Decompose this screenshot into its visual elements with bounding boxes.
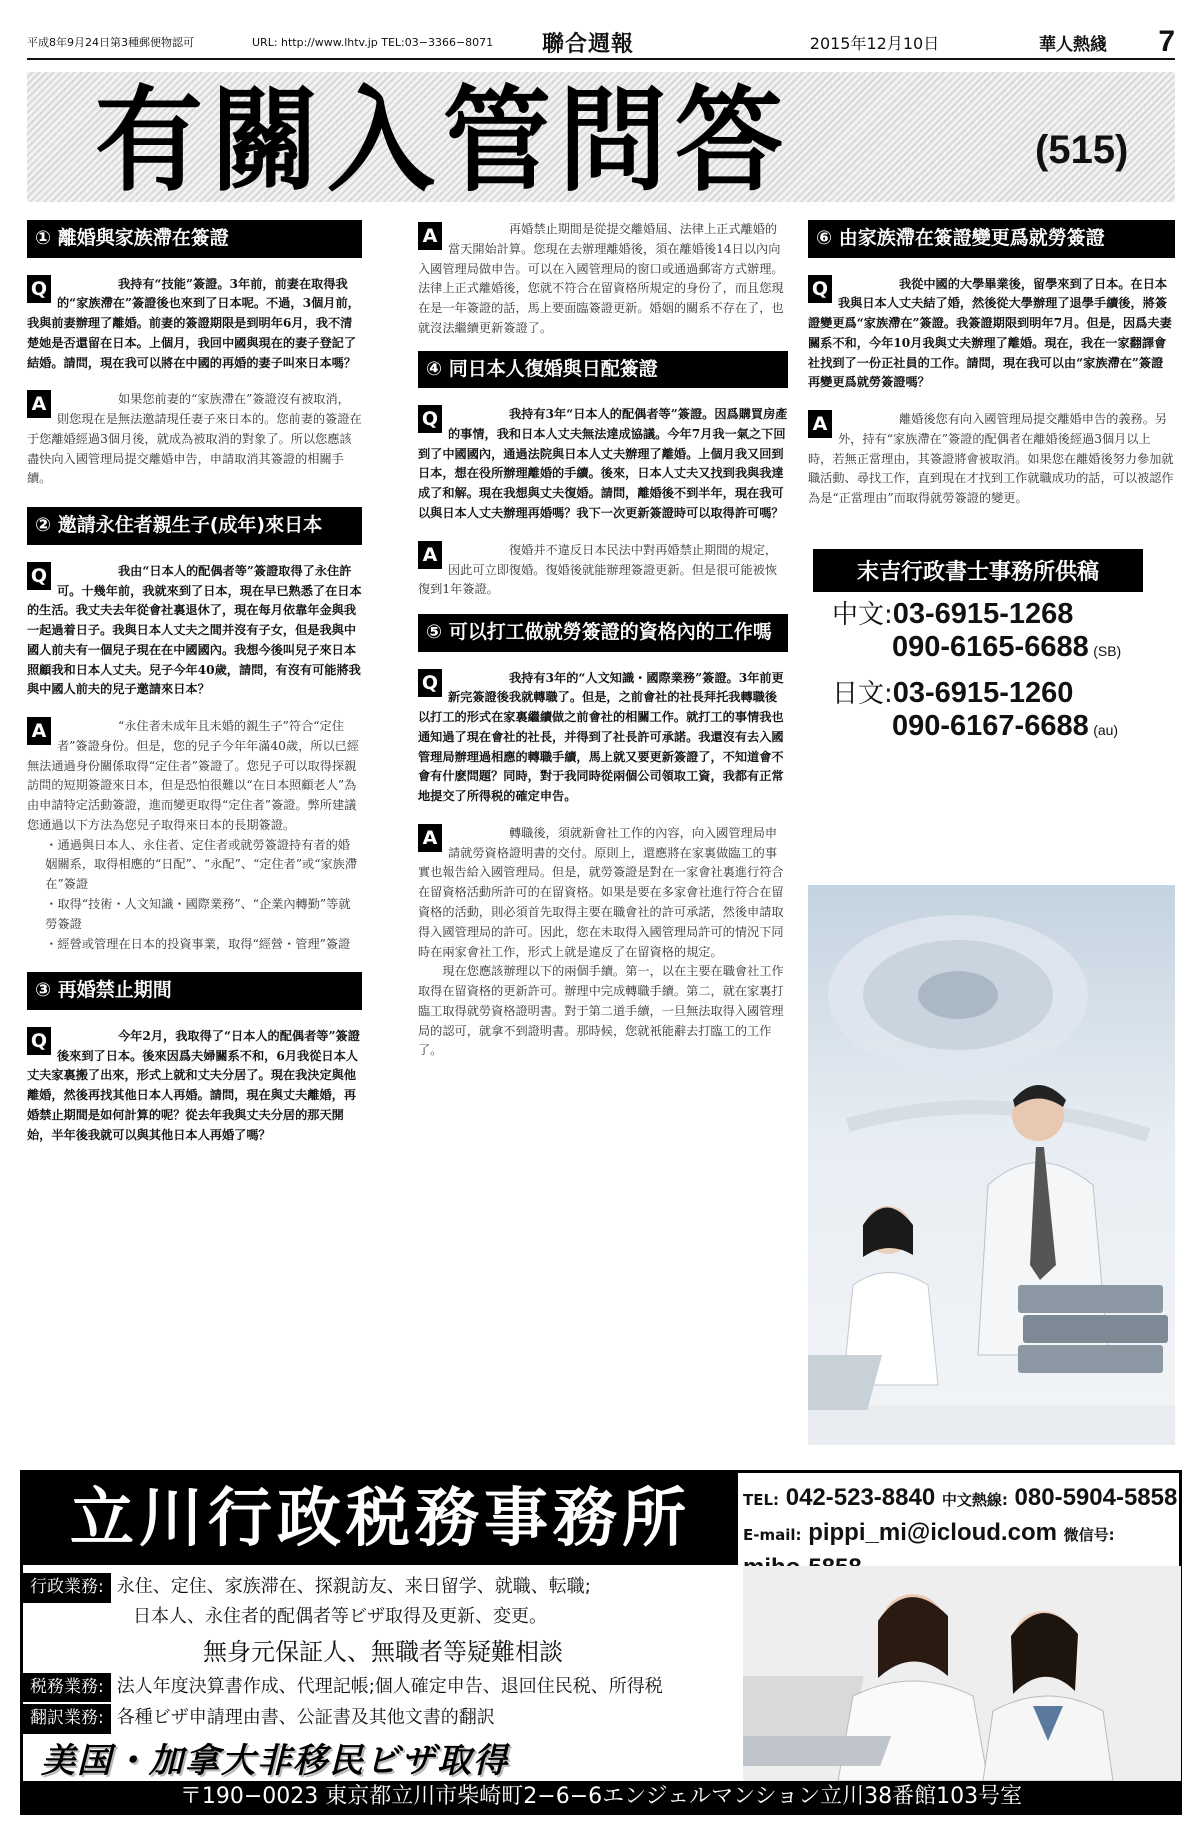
section-heading-3: ③ 再婚禁止期間	[27, 972, 362, 1010]
tax-text: 法人年度決算書作成、代理記帳;個人確定申告、退回住民税、所得税	[116, 1675, 663, 1697]
column-2	[418, 220, 788, 1061]
ad-email: pippi_mi@icloud.com	[808, 1518, 1057, 1546]
page-title: 有關入管問答	[95, 75, 792, 208]
question-text: 我由“日本人的配偶者等”簽證取得了永住許可。十幾年前，我就來到了日本，現在早已熟悉了在日本的生活。我丈夫去年從會社裏退休了，現在每月依靠年金與我一起過着日子。我與日本人丈夫之間并沒有子女，但是我與中國人前夫有一個兒子現在在中國國內。我想今後叫兒子來日本照顧我和日本人丈夫。兒子今年40歲，請問，有沒有可能將我與中國人前夫的兒子邀請來日本？	[27, 563, 362, 697]
japanese-phone-1: 03-6915-1260	[892, 676, 1074, 709]
answer-text: 再婚禁止期間是從提交離婚屆、法律上正式離婚的當天開始計算。您現在去辦理離婚後，須在離婚後14日以內向入國管理局做申告。可以在入國管理局的窗口或通過郵寄方式辦理。法律上正式離婚後，您就不符合在留資格所規定的身份了，而且您現在是一年簽證的話，馬上要面臨簽證更新。婚姻的關系不存在了，也就沒法繼續更新簽證了。	[418, 222, 784, 335]
a-mark-icon: A	[27, 717, 51, 745]
tax-services-row	[23, 1673, 743, 1703]
answer-text-continued: 現在您應該辦理以下的兩個手續。第一，以在主要在職會社工作取得在留資格的更新許可。辦理中完成轉職手續。第二，就在家裏打臨工取得就勞資格證明書。對于第二道手續，一旦無法取得入國管理局的認可，就拿不到證明書。那時候，您就衹能辭去打臨工的工作了。	[418, 964, 784, 1058]
question-text: 我持有3年“日本人的配偶者等”簽證。因爲購買房產的事情，我和日本人丈夫無法達成協議。今年7月我一氣之下回到了中國國內，通過法院與日本人丈夫辦理了離婚。上個月我又回到日本，想在役所辦理離婚的手續。後來，日本人丈夫又找到我與我達成了和解。現在我想與丈夫復婚。請問，離婚後不到半年，現在我可以與日本人丈夫辦理再婚嗎？我下一次更新簽證時可以取得許可嗎？	[418, 407, 788, 520]
answer-1	[27, 373, 362, 489]
question-5	[418, 652, 788, 807]
translation-services-row	[23, 1704, 743, 1734]
office-advertisement	[20, 1470, 1182, 1815]
bullet-item: ・取得“技術・人文知識・國際業務”、“企業內轉勤”等就勞簽證	[45, 897, 351, 931]
wechat-label: 微信号:	[1063, 1525, 1115, 1544]
admin-tag: 行政業務:	[23, 1573, 111, 1603]
ad-photo	[743, 1566, 1181, 1781]
page-number: 7	[1158, 25, 1175, 58]
office-photo	[808, 885, 1175, 1445]
issue-date: 2015年12月10日	[809, 33, 940, 53]
tel-label: TEL:	[743, 1491, 780, 1509]
question-text: 我持有“技能”簽證。3年前，前妻在取得我的“家族滯在”簽證後也來到了日本呢。不過，3個月前，我與前妻辦理了離婚。前妻的簽證期限是到明年6月，我不清楚她是否還留在日本。上個月，我回中國與現在的妻子登記了結婚。請問，現在我可以將在中國的再婚的妻子叫來日本嗎？	[27, 276, 360, 370]
column-3	[808, 220, 1175, 743]
ad-visa-line: 美国・加拿大非移民ビザ取得	[41, 1741, 509, 1781]
ad-tel: 042-523-8840	[785, 1484, 936, 1511]
ad-center-line: 無身元保証人、無職者等疑難相談	[203, 1637, 563, 1666]
chinese-phone-line	[832, 598, 1175, 631]
question-3	[27, 1010, 362, 1146]
question-text: 我從中國的大學畢業後，留學來到了日本。在日本我與日本人丈夫結了婚，然後從大學辦理了退學手續後，將簽證變更爲“家族滯在”簽證。我簽證期限到明年7月。但是，因爲夫妻關系不和，今年10月我與丈夫辦理了離婚。現在，我在一家翻譯會社找到了一份正社員的工作。請問，現在我可以由“家族滯在”簽證再變更爲就勞簽證嗎？	[808, 276, 1172, 390]
answer-2	[27, 700, 362, 954]
section-heading-4: ④ 同日本人復婚與日配簽證	[418, 351, 788, 389]
contact-box	[808, 549, 1175, 743]
q-mark-icon: Q	[418, 405, 442, 433]
q-mark-icon: Q	[27, 1027, 51, 1055]
answer-text: 離婚後您有向入國管理局提交離婚申告的義務。另外，持有“家族滯在”簽證的配偶者在離婚後經過3個月以上時，若無正當理由，其簽證將會被取消。如果您在離婚後努力參加就職活動、尋找工作，直到現在才找到工作就職成功的話，可以被認作為是“正當理由”而取得就勞簽證的變更。	[808, 412, 1174, 506]
answer-text: “永住者未成年且未婚的親生子”符合“定住者”簽證身份。但是，您的兒子今年年滿40歲，所以已經無法通過身份關係取得“定住者”簽證了。您兒子可以取得探親訪問的短期簽證來日本，但是恐怕很難以“在日本照顧老人”為由申請特定活動簽證，進而變更取得“定住者”簽證。弊所建議您通過以下方法為您兒子取得來日本的長期簽證。	[27, 719, 360, 832]
paper-name: 聯合週報	[542, 31, 635, 57]
answer-3	[418, 220, 788, 339]
bullet-item: ・通過與日本人、永住者、定住者或就勞簽證持有者的婚姻關系，取得相應的“日配”、“永配”、“定住者”或“家族滯在”簽證	[45, 837, 358, 892]
q-mark-icon: Q	[27, 562, 51, 590]
a-mark-icon: A	[418, 824, 442, 852]
email-label: E-mail:	[743, 1525, 802, 1544]
japanese-phone-2: 090-6167-6688	[892, 710, 1089, 742]
answer-4	[418, 524, 788, 600]
answer-text: 如果您前妻的“家族滯在”簽證沒有被取消，則您現在是無法邀請現任妻子來日本的。您前妻的簽證在于您離婚經過3個月後，就成為被取消的對象了。所以您應該盡快向入國管理局提交離婚申告，申請取消其簽證的相關手續。	[27, 392, 362, 486]
a-mark-icon: A	[27, 390, 51, 418]
cn-line-label: 中文熱線:	[941, 1491, 1008, 1509]
contact-heading: 末吉行政書士事務所供稿	[813, 549, 1143, 592]
column-1	[27, 220, 362, 1145]
chinese-label: 中文:	[832, 599, 893, 630]
japanese-phone-line	[832, 677, 1175, 710]
chinese-phone-1: 03-6915-1268	[892, 597, 1074, 630]
carrier-au: (au)	[1093, 722, 1119, 738]
answer-text: 轉職後，須就新會社工作的內容，向入國管理局申請就勞資格證明書的交付。原則上，還應將在家裏做臨工的事實也報告給入國管理局。但是，就勞簽證是對在一家會社裏進行符合在留資格活動所許可的在留資格。如果是要在多家會社進行符合在留資格的活動，則必須首先取得主要在職會社的許可承諾，然後申請取得入國管理局的許可。因此，您在未取得入國管理局許可的情況下同時在兩家會社工作，形式上就是違反了在留資格的規定。	[418, 825, 784, 959]
office-illustration-icon	[808, 885, 1175, 1445]
answer-text: 復婚并不違反日本民法中對再婚禁止期間的規定，因此可立即復婚。復婚後就能辦理簽證更新。但是很可能被恢復到1年簽證。	[418, 542, 778, 597]
section-heading-1: ① 離婚與家族滯在簽證	[27, 220, 362, 258]
question-6	[808, 258, 1175, 394]
postal-permit: 平成8年9月24日第3種郵便物認可	[27, 36, 194, 49]
tax-tag: 税務業務:	[23, 1673, 111, 1703]
ad-cn-line: 080-5904-5858	[1014, 1484, 1178, 1511]
section-heading-2: ② 邀請永住者親生子(成年)來日本	[27, 507, 362, 545]
a-mark-icon: A	[418, 541, 442, 569]
answer-5	[418, 807, 788, 1061]
answer-6	[808, 393, 1175, 509]
translation-tag: 翻訳業務:	[23, 1704, 111, 1734]
question-4	[418, 388, 788, 524]
bullet-item: ・經營或管理在日本的投資事業，取得“經營・管理”簽證	[45, 936, 351, 951]
question-text: 我持有3年的“人文知識・國際業務”簽證。3年前更新完簽證後我就轉職了。但是，之前會社的社長拜托我轉職後以打工的形式在家裏繼續做之前會社的相關工作。就打工的事情我也通知過了現在會社的社長，并得到了社長許可承諾。我還沒有去入國管理局辦理過相應的轉職手續，馬上就又要更新簽證了，不知道會不會有什麽問題？同時，對于我同時從兩個公司領取工資，我都有正常地提交了所得税的確定申告。	[418, 670, 784, 804]
a-mark-icon: A	[418, 222, 442, 250]
ad-services	[23, 1573, 743, 1734]
admin-services-row	[23, 1573, 743, 1603]
masthead-bar	[27, 26, 1175, 60]
q-mark-icon: Q	[418, 669, 442, 697]
section-heading-6: ⑥ 由家族滯在簽證變更爲就勞簽證	[808, 220, 1175, 258]
question-text: 今年2月，我取得了“日本人的配偶者等”簽證後來到了日本。後來因爲夫婦關系不和，6月我從日本人丈夫家裏搬了出來，形式上就和丈夫分居了。現在我決定與他離婚，然後再找其他日本人再婚。請問，現在與丈夫離婚，再婚禁止期間是如何計算的呢？從去年我與丈夫分居的那天開始，半年後我就可以與其他日本人再婚了嗎？	[27, 1028, 360, 1142]
q-mark-icon: Q	[27, 275, 51, 303]
translation-text: 各種ビザ申請理由書、公証書及其他文書的翻訳	[116, 1707, 495, 1728]
admin-text: 永住、定住、家族滞在、探親訪友、来日留学、就職、転職;	[116, 1576, 591, 1597]
ad-office-name: 立川行政税務事務所	[23, 1473, 738, 1565]
question-2	[27, 545, 362, 700]
a-mark-icon: A	[808, 410, 832, 438]
question-1	[27, 258, 362, 374]
ad-address: 〒190−0023 東京都立川市柴崎町2−6−6エンジェルマンション立川38番館103号室	[23, 1781, 1179, 1812]
admin-text-2: 日本人、永住者的配偶者等ビザ取得及更新、変更。	[133, 1605, 547, 1627]
section-name: 華人熱綫	[1039, 34, 1107, 55]
businesswomen-illustration-icon	[743, 1566, 1181, 1781]
q-mark-icon: Q	[808, 275, 832, 303]
section-heading-5: ⑤ 可以打工做就勞簽證的資格內的工作嗎	[418, 614, 788, 652]
japanese-label: 日文:	[832, 678, 893, 709]
contact-url: URL: http://www.lhtv.jp TEL:03−3366−8071	[252, 35, 494, 49]
chinese-phone-2: 090-6165-6688	[892, 631, 1089, 664]
issue-series-number: (515)	[1035, 128, 1129, 172]
carrier-sb: (SB)	[1093, 643, 1122, 660]
